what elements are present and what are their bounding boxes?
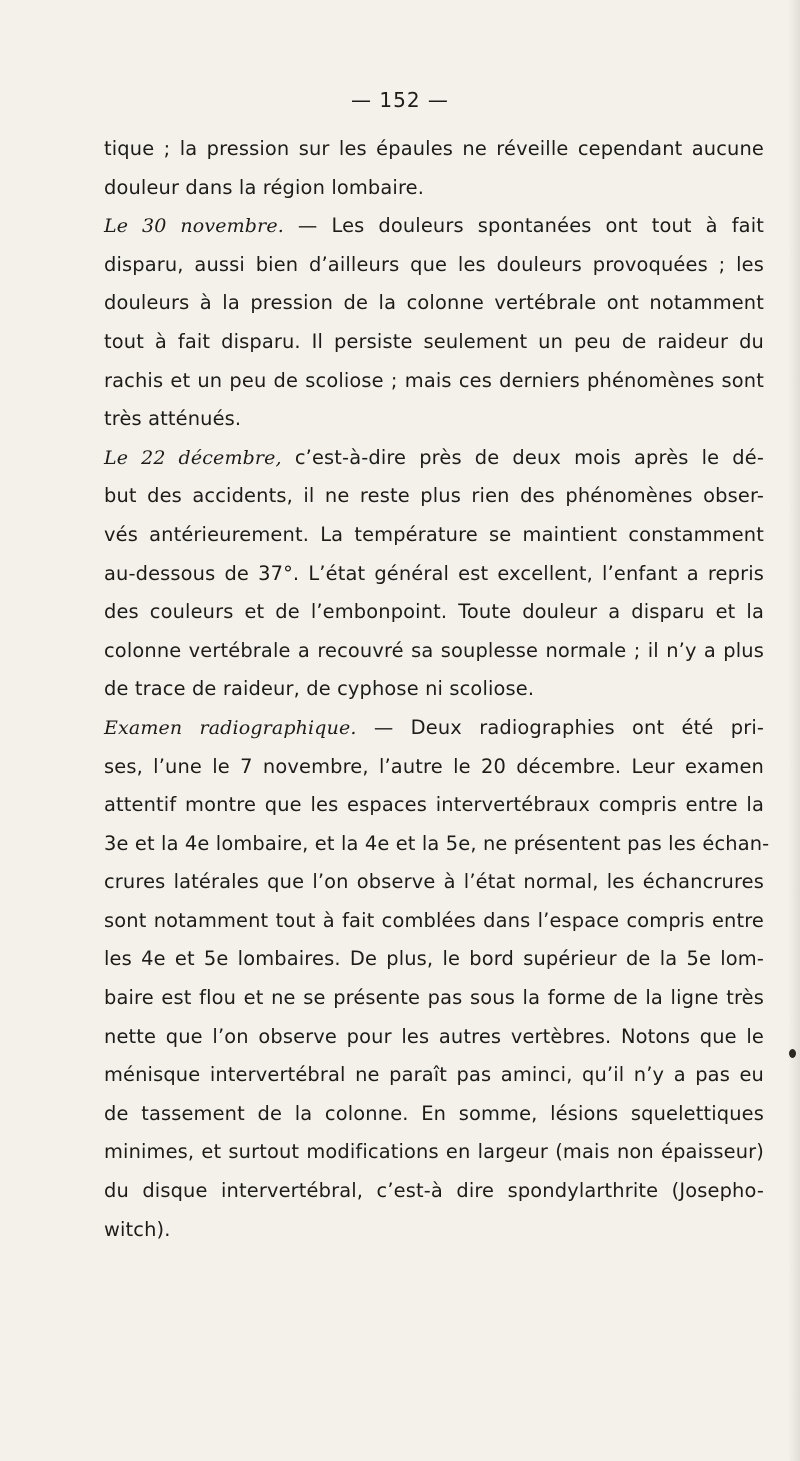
text-line: 3e et la 4e lombaire, et la 4e et la 5e, ne présentent pas les échan- <box>104 831 770 855</box>
text-line: ménisque intervertébral ne paraît pas aminci, qu’il n’y a pas eu <box>104 1063 764 1087</box>
ink-spot-mark <box>789 1049 796 1058</box>
text-line: rachis et un peu de scoliose ; mais ces derniers phénomènes sont <box>104 368 764 392</box>
text-line: du disque intervertébral, c’est-à dire spondylarthrite (Josepho- <box>104 1179 764 1203</box>
date-heading-22-decembre: Le 22 décembre, <box>104 446 282 469</box>
text-line: baire est flou et ne se présente pas sous la forme de la ligne très <box>104 986 764 1010</box>
text-line: tout à fait disparu. Il persiste seulement un peu de raideur du <box>104 329 764 353</box>
text-line: witch). <box>104 1217 171 1241</box>
text-line: nette que l’on observe pour les autres vertèbres. Notons que le <box>104 1024 764 1048</box>
text-line <box>104 439 764 478</box>
text-line: douleurs à la pression de la colonne vertébrale ont notamment <box>104 291 764 315</box>
section-heading-examen-radiographique: Examen radiographique. <box>104 716 357 739</box>
body-text <box>104 130 770 1249</box>
text-line: des couleurs et de l’embonpoint. Toute douleur a disparu et la <box>104 600 764 624</box>
page-edge-shadow <box>788 0 800 1461</box>
date-heading-30-novembre: Le 30 novembre. <box>104 215 284 238</box>
text-line: tique ; la pression sur les épaules ne réveille cependant aucune <box>104 137 764 160</box>
text-line <box>104 207 764 246</box>
text-line: vés antérieurement. La température se maintient constamment <box>104 522 764 546</box>
text-line: de tassement de la colonne. En somme, lésions squelettiques <box>104 1101 764 1125</box>
text-fragment: — Les douleurs spontanées ont tout à fait <box>283 214 764 238</box>
text-fragment: — Deux radiographies ont été pri- <box>356 715 765 739</box>
text-fragment: c’est-à-dire près de deux mois après le dé- <box>281 445 764 469</box>
text-line: très atténués. <box>104 407 242 431</box>
text-line: but des accidents, il ne reste plus rien des phénomènes obser- <box>104 484 764 508</box>
text-line: sont notamment tout à fait comblées dans l’espace compris entre <box>104 908 764 932</box>
text-line: disparu, aussi bien d’ailleurs que les douleurs provoquées ; les <box>104 252 764 276</box>
text-line: au-dessous de 37°. L’état général est excellent, l’enfant a repris <box>104 561 764 585</box>
text-line: attentif montre que les espaces intervertébraux compris entre la <box>104 793 764 817</box>
text-line: crures latérales que l’on observe à l’état normal, les échancrures <box>104 870 764 894</box>
text-line: ses, l’une le 7 novembre, l’autre le 20 décembre. Leur examen <box>104 754 764 778</box>
text-line: les 4e et 5e lombaires. De plus, le bord supérieur de la 5e lom- <box>104 947 764 971</box>
text-line: douleur dans la région lombaire. <box>104 175 425 199</box>
text-line: colonne vertébrale a recouvré sa souplesse normale ; il n’y a plus <box>104 638 764 662</box>
text-line: minimes, et surtout modifications en largeur (mais non épaisseur) <box>104 1140 764 1164</box>
text-line <box>104 709 764 748</box>
text-line: de trace de raideur, de cyphose ni scoliose. <box>104 677 535 701</box>
page-number: — 152 — <box>351 88 449 112</box>
